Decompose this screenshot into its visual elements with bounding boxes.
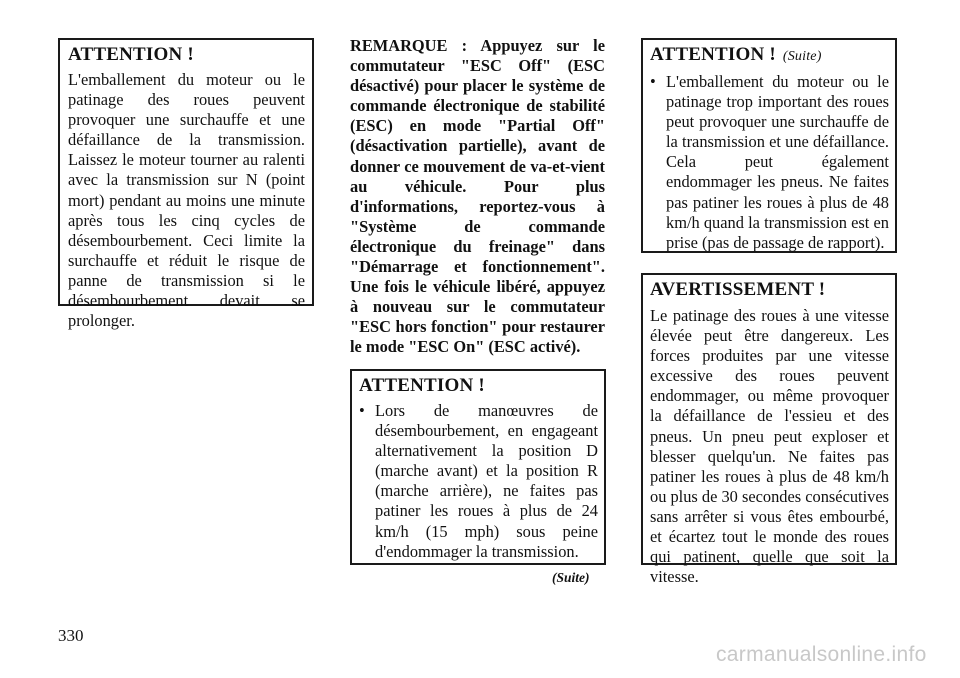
- attention-title-middle: ATTENTION !: [359, 375, 485, 396]
- watermark: carmanualsonline.info: [716, 643, 927, 666]
- warning-body: Le patinage des roues à une vitesse élevée peut être dangereux. Les forces produites par une vitesse excessive des roues peuvent endommager, ou même provoquer la défaillance de l'essieu et des pneus. Un pneu peut exploser et blesser quelqu'un. Ne faites pas patiner les roues à plus de 48 km/h ou plus de 30 secondes consécutives sans arrêter si vous êtes embourbé, et écartez tout le monde des roues qui patinent, quelle que soit la vitesse.: [650, 306, 889, 587]
- attention-box-middle: [350, 369, 606, 565]
- warning-box: [641, 273, 897, 587]
- remark-paragraph: REMARQUE : Appuyez sur le commutateur "ESC Off" (ESC désactivé) pour placer le système de commande électronique de stabilité (ESC) en mode "Partial Off" (désactivation partielle), avant de donner ce mouvement de va-et-vient au véhicule. Pour plus d'informations, reportez-vous à "Système de commande électronique du freinage" dans "Démarrage et fonctionnement". Une fois le véhicule libéré, appuyez à nouveau sur le commutateur "ESC hors fonction" pour restaurer le mode "ESC On" (ESC activé).: [350, 36, 605, 357]
- attention-box-right-top: [641, 38, 897, 253]
- attention-title-right: [650, 44, 889, 68]
- attention-title-right-text: ATTENTION !: [650, 44, 776, 65]
- attention-bullet-middle: • Lors de manœuvres de désembourbement, en engageant alternativement la position D (marche avant) et la position R (marche arrière), ne faites pas patiner les roues à plus de 24 km/h (15 mph) sous peine d'endommager la transmission.: [359, 401, 598, 562]
- attention-title-left: ATTENTION !: [68, 44, 194, 65]
- warning-title: AVERTISSEMENT !: [650, 279, 826, 300]
- attention-box-left: [58, 38, 314, 331]
- attention-title-suite: (Suite): [782, 49, 822, 64]
- suite-note: (Suite): [552, 570, 590, 585]
- attention-bullet-right: • L'emballement du moteur ou le patinage trop important des roues peut provoquer une surchauffe de la transmission et une défaillance. Cela peut également endommager les pneus. Ne faites pas patiner les roues à plus de 48 km/h quand la transmission est en prise (pas de passage de rapport).: [650, 72, 889, 253]
- page-number: 330: [58, 626, 84, 645]
- attention-body-left: L'emballement du moteur ou le patinage des roues peuvent provoquer une surchauffe et une défaillance de la transmission. Laissez le moteur tourner au ralenti avec la transmission sur N (point mort) pendant au moins une minute après tous les cinq cycles de désembourbement. Ceci limite la surchauffe et réduit le risque de panne de transmission si le désembourbement devait se prolonger.: [68, 70, 305, 331]
